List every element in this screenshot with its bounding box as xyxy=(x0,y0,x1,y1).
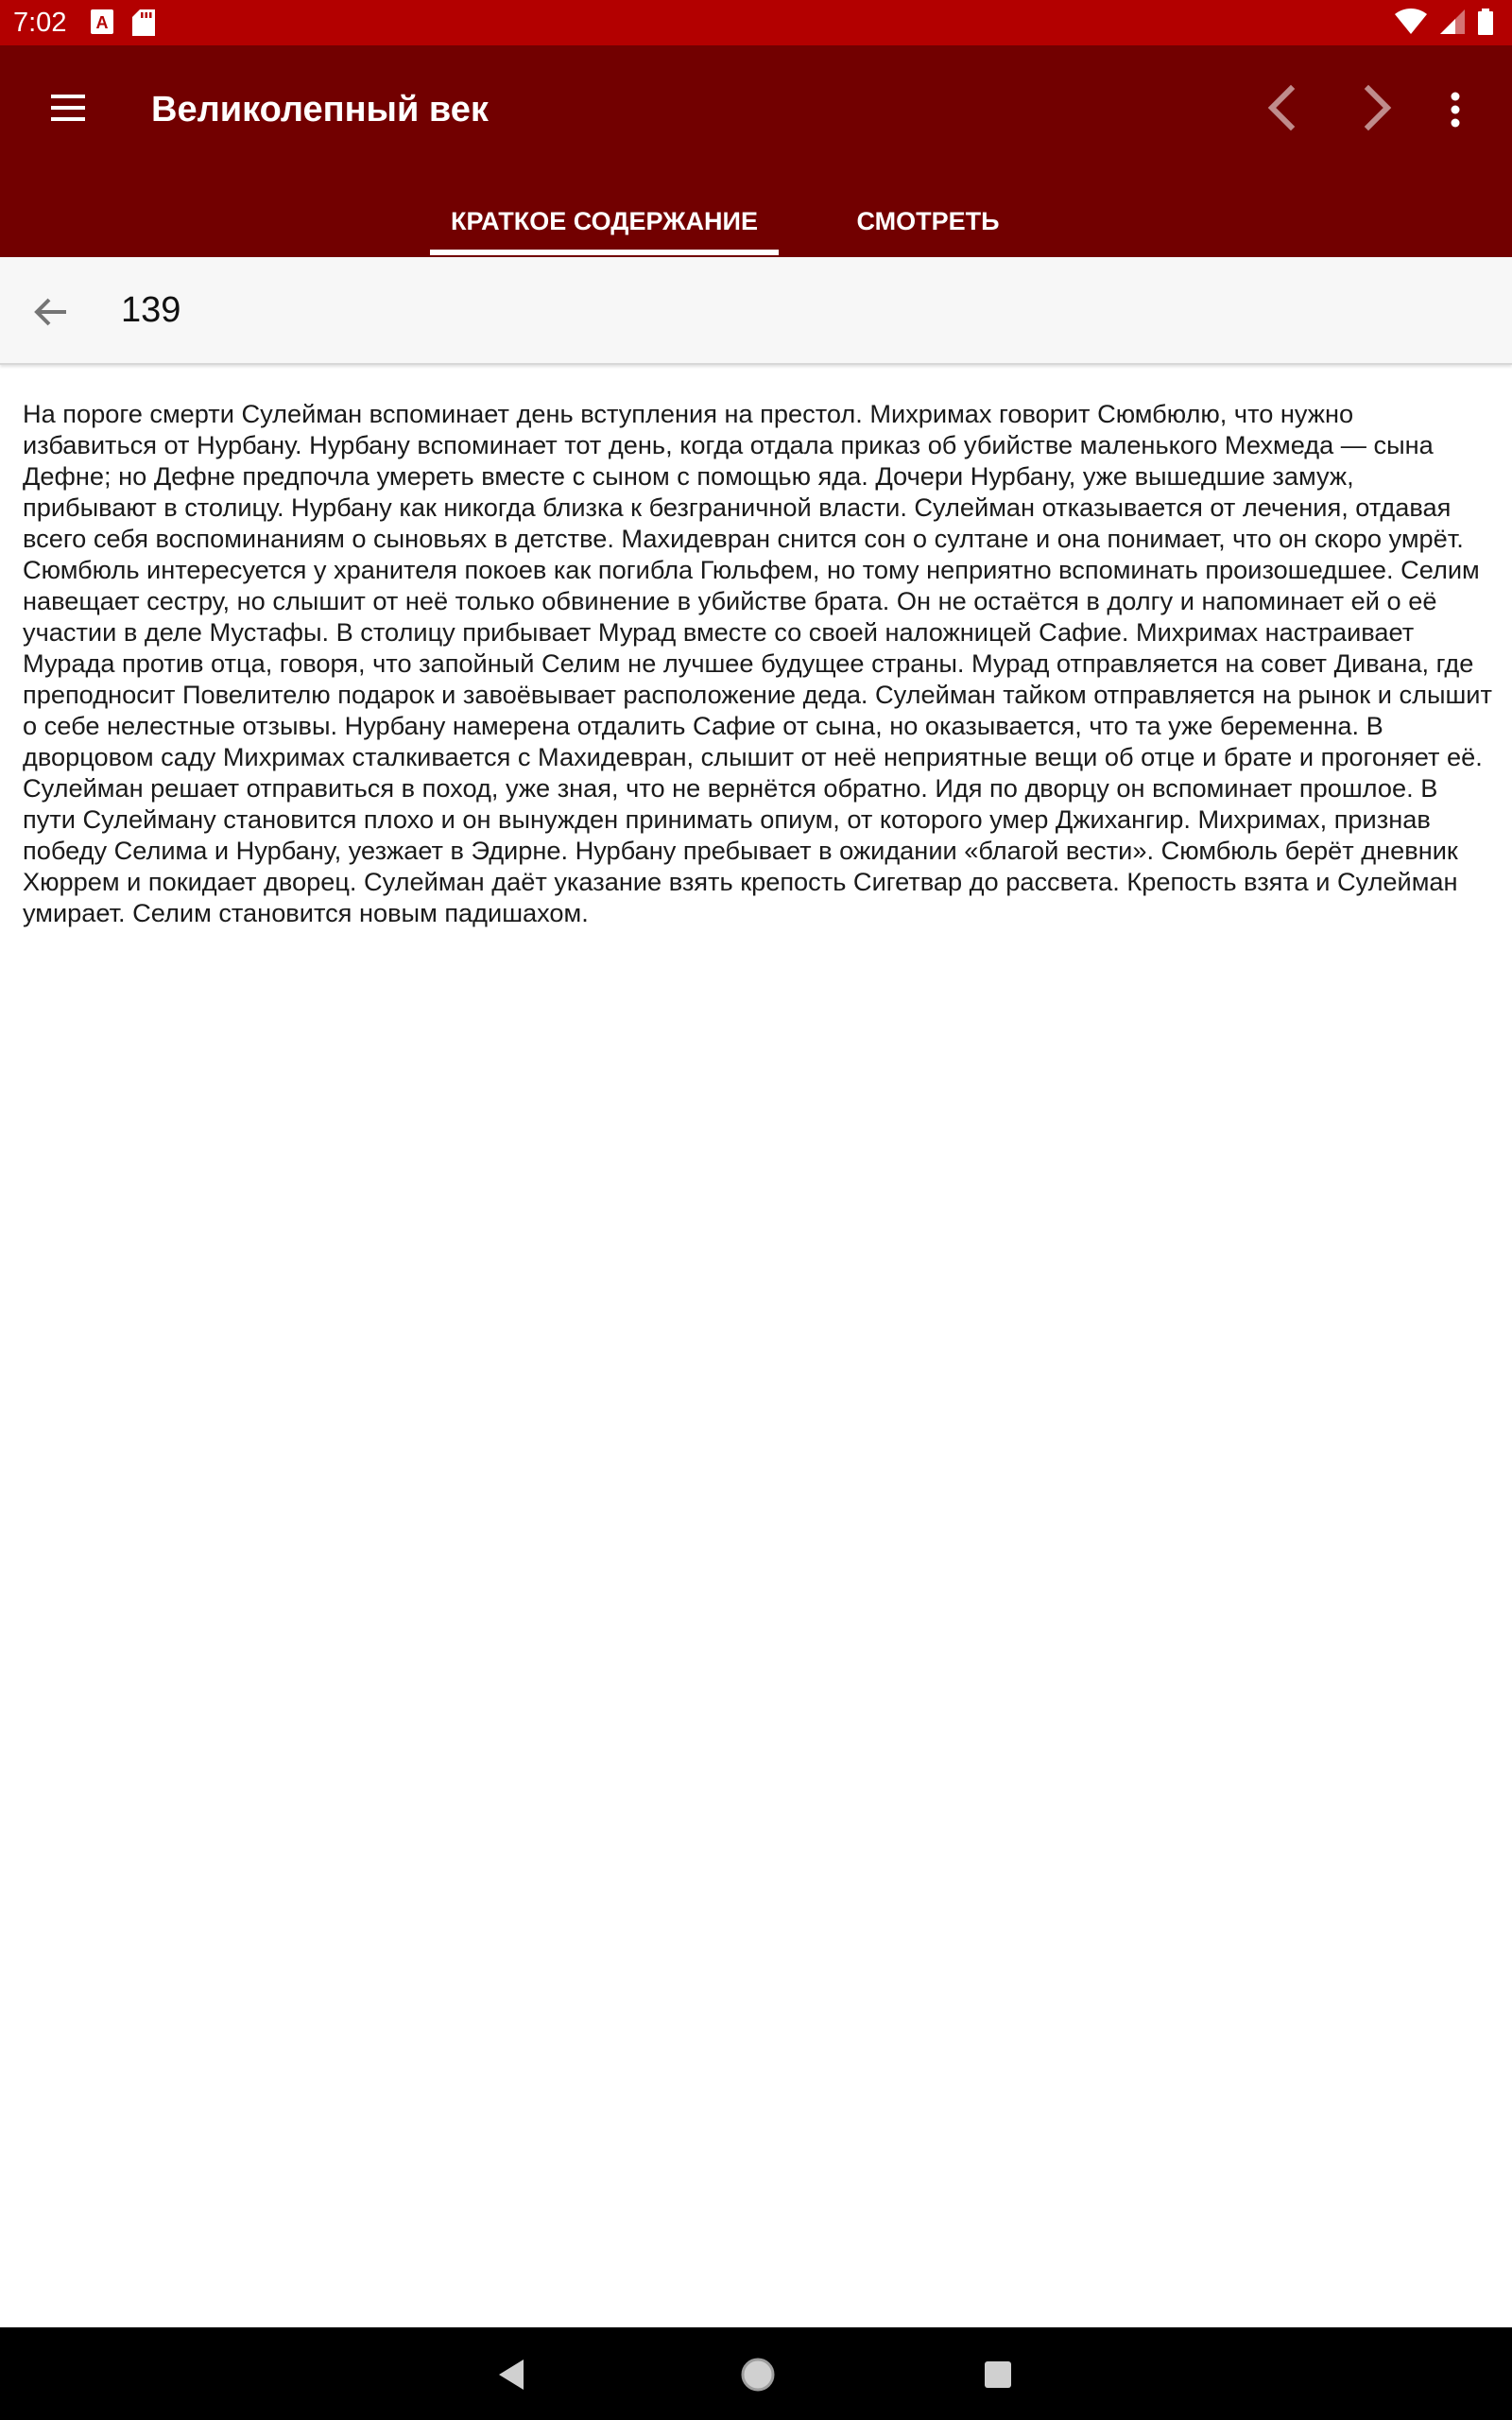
arrow-back-icon xyxy=(28,289,74,335)
status-right-icons xyxy=(1395,9,1493,35)
home-circle-icon xyxy=(737,2354,779,2395)
tab-summary[interactable]: КРАТКОЕ СОДЕРЖАНИЕ xyxy=(451,207,758,235)
system-home-button[interactable] xyxy=(737,2354,779,2395)
status-bar xyxy=(0,0,1512,45)
episode-number: 139 xyxy=(121,290,181,330)
chevron-left-icon xyxy=(1257,81,1310,134)
text-a-icon xyxy=(91,9,113,34)
hamburger-menu-icon xyxy=(45,85,91,130)
back-triangle-icon xyxy=(491,2354,533,2395)
back-button[interactable] xyxy=(28,289,74,335)
next-button[interactable] xyxy=(1349,81,1402,134)
status-time: 7:02 xyxy=(13,8,67,38)
svg-text:A: A xyxy=(95,13,109,32)
system-back-button[interactable] xyxy=(491,2354,533,2395)
app-title: Великолепный век xyxy=(151,90,489,130)
more-vert-icon xyxy=(1436,83,1474,136)
chevron-right-icon xyxy=(1349,81,1402,134)
episode-summary: На пороге смерти Сулейман вспоминает день вступления на престол. Михримах говорит Сюмбюлю, что нужно избавиться от Нурбану. Нурбану вспоминает тот день, когда отдала приказ об убийстве маленького Мехмеда — сына Дефне; но Дефне предпочла умереть вместе с сыном с помощью яда. Дочери Нурбану, уже вышедшие замуж, прибывают в столицу. Нурбану как никогда близка к безграничной власти. Сулейман отказывается от лечения, отдавая всего себя воспоминаниям о сыновьях в детстве. Махидевран снится сон о султане и она понимает, что он скоро умрёт. Сюмбюль интересуется у хранителя покоев как погибла Гюльфем, но тому неприятно вспоминать произошедшее. Селим навещает сестру, но слышит от неё только обвинение в убийстве брата. Он не остаётся в долгу и напоминает ей о её участии в деле Мустафы. В столицу прибывает Мурад вместе со своей наложницей Сафие. Михримах настраивает Мурада против отца, говоря, что запойный Селим не лучшее будущее страны. Мурад отправляется на совет Дивана, где преподносит Повелителю подарок и завоёвывает расположение деда. Сулейман тайком отправляется на рынок и слышит о себе нелестные отзывы. Нурбану намерена отдалить Сафие от сына, но оказывается, что та уже беременна. В дворцовом саду Михримах сталкивается с Махидевран, слышит от неё неприятные вещи об отце и брате и прогоняет её. Сулейман решает отправиться в поход, уже зная, что не вернётся обратно. Идя по дворцу он вспоминает прошлое. В пути Сулейману становится плохо и он вынужден принимать опиум, от которого умер Джихангир. Михримах, признав победу Селима и Нурбану, уезжает в Эдирне. Нурбану пребывает в ожидании «благой вести». Сюмбюль берёт дневник Хюррем и покидает дворец. Сулейман даёт указание взять крепость Сигетвар до рассвета. Крепость взята и Сулейман умирает. Селим становится новым падишахом. xyxy=(23,399,1492,927)
system-nav-bar xyxy=(0,2327,1512,2420)
system-recents-button[interactable] xyxy=(979,2356,1017,2394)
battery-icon xyxy=(1478,9,1493,35)
tab-watch[interactable]: СМОТРЕТЬ xyxy=(856,207,1000,235)
recents-square-icon xyxy=(979,2356,1017,2394)
tab-indicator xyxy=(430,250,779,255)
app-bar xyxy=(0,45,1512,257)
status-left-icons xyxy=(91,9,155,36)
previous-button[interactable] xyxy=(1257,81,1310,134)
menu-button[interactable] xyxy=(45,85,91,130)
sd-card-icon xyxy=(132,9,155,36)
signal-icon xyxy=(1440,9,1465,34)
episode-header xyxy=(0,257,1512,365)
wifi-icon xyxy=(1395,9,1427,35)
more-options-button[interactable] xyxy=(1436,83,1474,136)
